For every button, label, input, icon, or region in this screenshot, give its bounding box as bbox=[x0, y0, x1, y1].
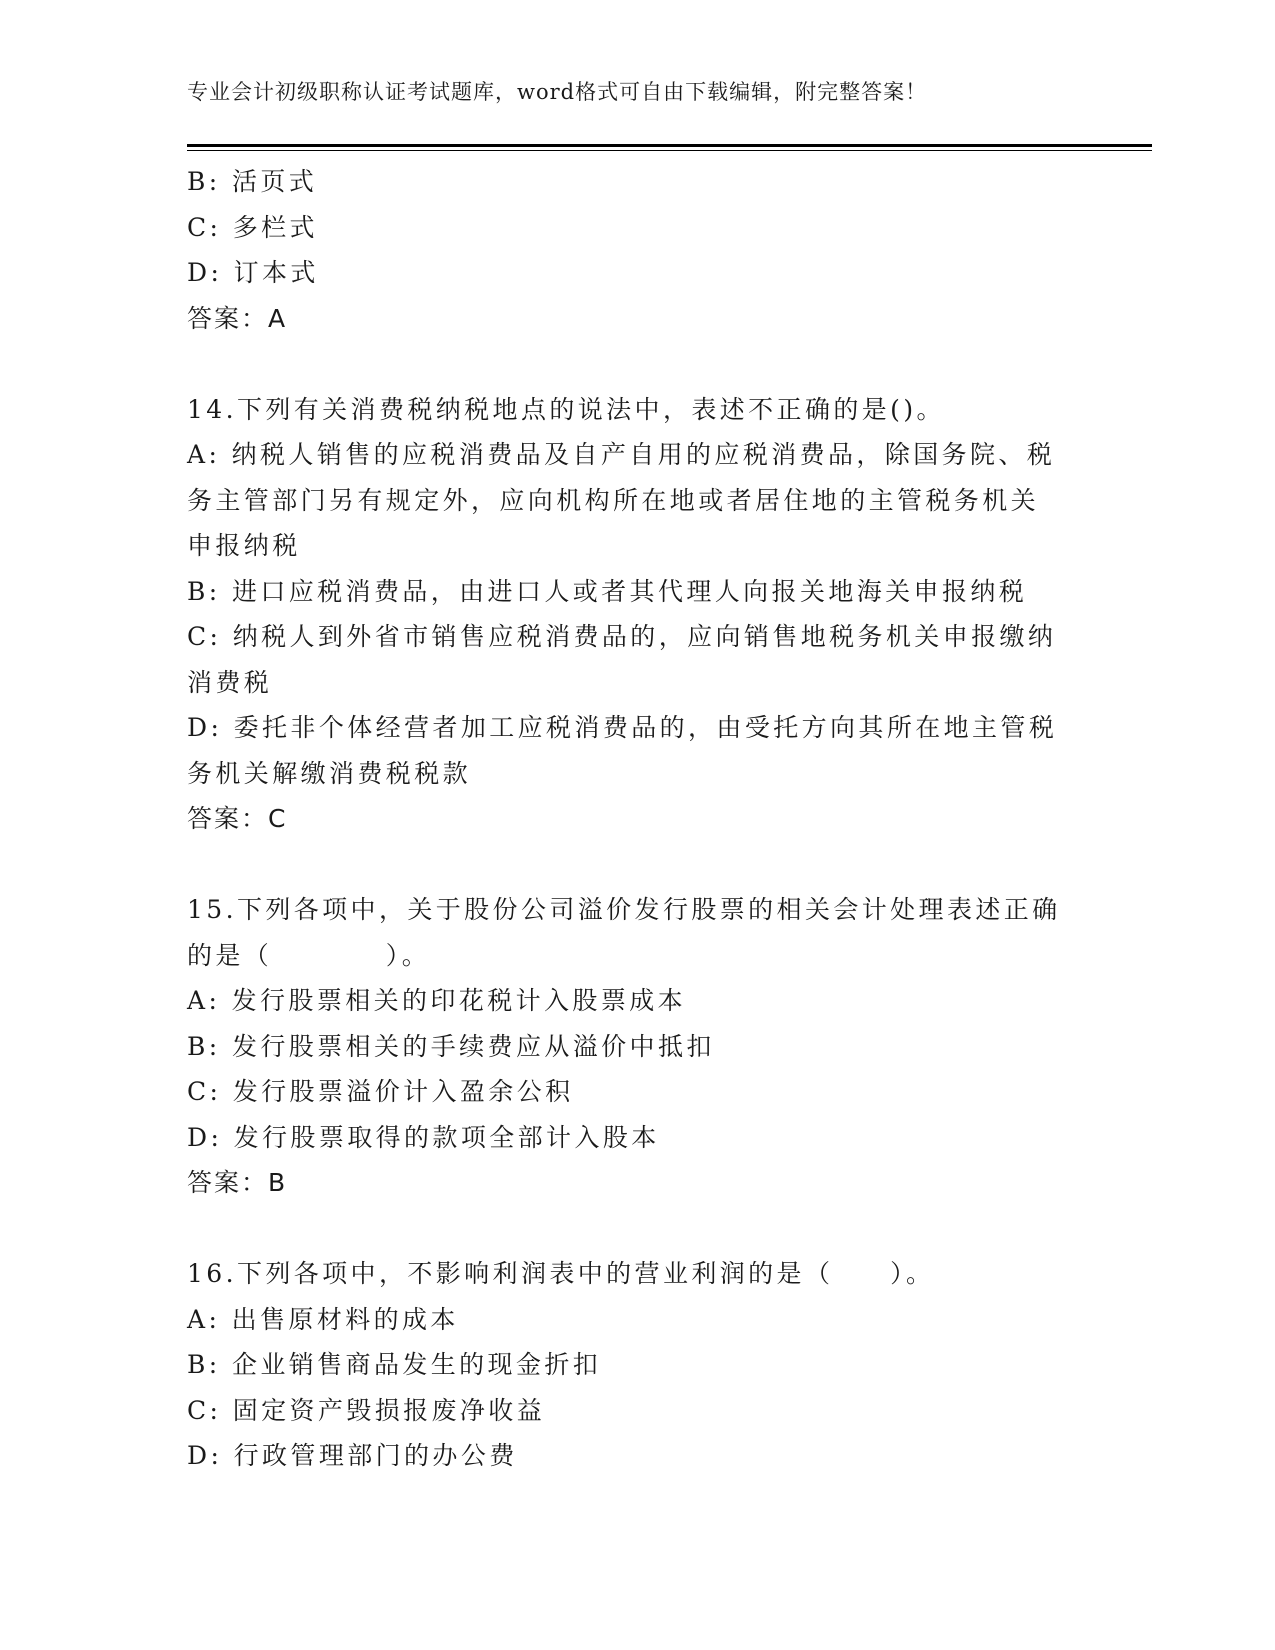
q15-stem-line1: 15.下列各项中，关于股份公司溢价发行股票的相关会计处理表述正确 bbox=[187, 895, 1061, 924]
question-15 bbox=[187, 887, 1087, 1206]
question-16 bbox=[187, 1251, 1087, 1479]
q15-option-d: D: 发行股票取得的款项全部计入股本 bbox=[187, 1122, 660, 1152]
header-rule-thick bbox=[187, 144, 1152, 147]
spacer bbox=[187, 1206, 1087, 1252]
q14-option-a-line2: 务主管部门另有规定外，应向机构所在地或者居住地的主管税务机关 bbox=[187, 485, 1040, 515]
q14-stem: 14.下列有关消费税纳税地点的说法中，表述不正确的是()。 bbox=[187, 394, 945, 424]
header-rule-thin bbox=[187, 150, 1152, 151]
q15-option-b: B: 发行股票相关的手续费应从溢价中抵扣 bbox=[187, 1031, 715, 1061]
document-body bbox=[187, 159, 1087, 1479]
q14-option-c-line2: 消费税 bbox=[187, 667, 273, 697]
q15-answer: 答案：B bbox=[187, 1168, 288, 1197]
q15-option-c: C: 发行股票溢价计入盈余公积 bbox=[187, 1077, 574, 1106]
q15-stem-line2: 的是（ ）。 bbox=[187, 940, 431, 970]
q16-option-c: C: 固定资产毁损报废净收益 bbox=[187, 1395, 546, 1425]
q14-answer: 答案：C bbox=[187, 804, 288, 833]
q16-stem: 16.下列各项中，不影响利润表中的营业利润的是（ ）。 bbox=[187, 1259, 935, 1288]
q16-option-a: A: 出售原材料的成本 bbox=[187, 1304, 459, 1334]
q16-option-d: D: 行政管理部门的办公费 bbox=[187, 1441, 518, 1470]
spacer bbox=[187, 341, 1087, 387]
spacer bbox=[187, 842, 1087, 888]
page-header: 专业会计初级职称认证考试题库，word格式可自由下载编辑，附完整答案！ bbox=[187, 80, 928, 104]
q13-option-b: B: 活页式 bbox=[187, 167, 318, 196]
q14-option-d-line2: 务机关解缴消费税税款 bbox=[187, 758, 472, 788]
question-13-tail bbox=[187, 159, 1087, 341]
q14-option-c-line1: C: 纳税人到外省市销售应税消费品的，应向销售地税务机关申报缴纳 bbox=[187, 622, 1057, 651]
q15-option-a: A: 发行股票相关的印花税计入股票成本 bbox=[187, 986, 687, 1015]
q16-option-b: B: 企业销售商品发生的现金折扣 bbox=[187, 1350, 602, 1379]
q13-answer: 答案：A bbox=[187, 303, 288, 333]
q14-option-a-line3: 申报纳税 bbox=[187, 531, 301, 560]
q14-option-a-line1: A: 纳税人销售的应税消费品及自产自用的应税消费品，除国务院、税 bbox=[187, 440, 1056, 469]
question-14 bbox=[187, 387, 1087, 842]
q14-option-d-line1: D: 委托非个体经营者加工应税消费品的，由受托方向其所在地主管税 bbox=[187, 713, 1058, 742]
q13-option-c: C: 多栏式 bbox=[187, 212, 318, 242]
q13-option-d: D: 订本式 bbox=[187, 258, 319, 287]
q14-option-b: B: 进口应税消费品，由进口人或者其代理人向报关地海关申报纳税 bbox=[187, 576, 1028, 606]
